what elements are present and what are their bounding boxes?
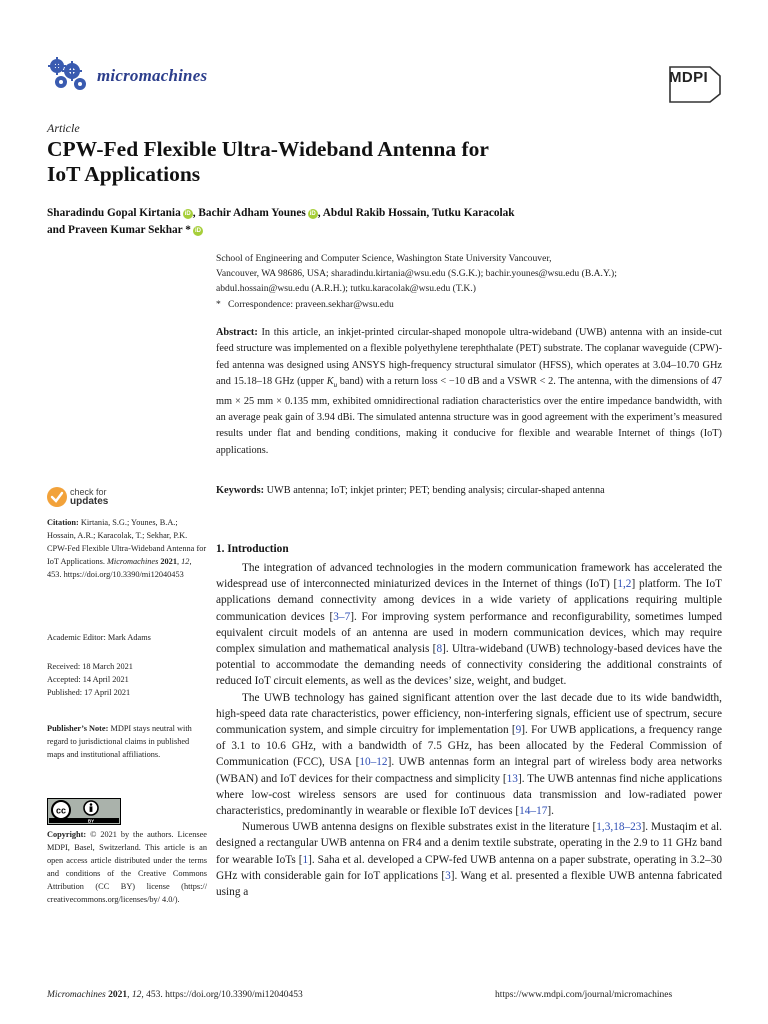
text-run: ]. bbox=[547, 805, 554, 818]
check-for-updates-icon bbox=[46, 486, 68, 508]
note-label: Publisher’s Note: bbox=[47, 724, 109, 733]
abstract-text-cont: band) with a return loss < −10 dB and a VSWR < 2. The antenna, with the dimensions of 47 mm × 25 mm × 0.135 mm, exhibited omnidirectional radiation characteristics over the entire impedance bandwidth, with an average peak gain of 3.94 dBi. The simulated antenna structure was in good agreement with the experiment’s measured results under flat and bending conditions, making it conducive for flexible and wearable Internet of things (IoT) applications. bbox=[216, 376, 722, 456]
note-text: MDPI stays neutral with regard to jurisdictional claims in published maps and institutional affiliations. bbox=[47, 724, 192, 759]
journal-name[interactable]: micromachines bbox=[97, 66, 208, 85]
footer-year: 2021 bbox=[105, 990, 128, 1000]
citation-link[interactable]: 14–17 bbox=[519, 805, 548, 818]
correspondence bbox=[216, 297, 716, 312]
text-run: ]. UWB antennas form an integral part of wireless body area networks (WBAN) and IoT devices for their compactness and simplicity [ bbox=[216, 756, 722, 785]
author-name[interactable]: Sharadindu Gopal Kirtania bbox=[47, 207, 181, 219]
citation-year: 2021 bbox=[158, 556, 177, 566]
affiliation-line: abdul.hossain@wsu.edu (A.R.H.); tutku.karacolak@wsu.edu (T.K.) bbox=[216, 283, 476, 295]
authors-line-1 bbox=[47, 205, 697, 222]
received-date: Received: 18 March 2021 bbox=[47, 662, 133, 671]
citation-link[interactable]: 3 bbox=[445, 869, 451, 882]
footer-journal-url[interactable]: https://www.mdpi.com/journal/micromachines bbox=[495, 990, 673, 1000]
correspondence-text: Correspondence: praveen.sekhar@wsu.edu bbox=[228, 298, 394, 310]
citation-link[interactable]: 1 bbox=[302, 853, 309, 866]
citation-text: Kirtania, S.G.; Younes, B.A.; Hossain, A.R.; Karacolak, T.; Sekhar, P.K. CPW-Fed Flexible Ultra-Wideband Antenna for IoT Applications. bbox=[47, 518, 207, 566]
check-for-updates-line2: updates bbox=[70, 496, 109, 507]
paragraph-1 bbox=[216, 560, 722, 690]
correspondence-star: * bbox=[216, 298, 221, 310]
text-run: ] platform. The IoT applications demand connectivity among devices in a wide variety of applications requiring multiple communication devices [ bbox=[216, 578, 722, 623]
citation-volume: 12 bbox=[181, 556, 190, 566]
ku-subscript: u bbox=[333, 381, 338, 390]
affiliation bbox=[216, 251, 716, 310]
citation-sep: , bbox=[176, 556, 182, 566]
paragraph-2 bbox=[216, 690, 722, 820]
accepted-date: Accepted: 14 April 2021 bbox=[47, 674, 129, 684]
svg-text:cc: cc bbox=[55, 805, 67, 816]
footer-sep: , bbox=[127, 990, 132, 1000]
text-run: ]. The UWB antennas find niche applications where low-cost wireless sensors are used for continuous data transmission and low-radiated power characteristics, predominantly in wearable or flexible IoT devices [ bbox=[216, 772, 722, 818]
publishers-note bbox=[47, 723, 207, 762]
abstract-text: In this article, an inkjet-printed circular-shaped monopole ultra-wideband (UWB) antenna with an inside-cut feed structure was implemented on a flexible polyethylene terephthalate (PET) substrate. The coplanar waveguide (CPW)-fed antenna was designed using ANSYS high-frequency structural simulator (HFSS), which operates at 3.04–10.70 GHz and 15.18–18 GHz (upper bbox=[216, 327, 722, 388]
keywords-text: UWB antenna; IoT; inkjet printer; PET; bending analysis; circular-shaped antenna bbox=[264, 485, 605, 496]
text-run: Numerous UWB antenna designs on flexible substrates exist in the literature [ bbox=[242, 821, 597, 834]
abstract-label: Abstract: bbox=[216, 327, 258, 338]
copyright bbox=[47, 829, 207, 906]
authors-line-2 bbox=[47, 222, 697, 239]
affiliation-line: School of Engineering and Computer Science, Washington State University Vancouver, bbox=[216, 253, 552, 264]
citation-doi[interactable]: , 453. https://doi.org/10.3390/mi12040453 bbox=[47, 556, 192, 579]
orcid-icon[interactable]: iD bbox=[309, 211, 316, 217]
text-run: The integration of advanced technologies in the modern communication framework has accelerated the widespread use of interconnected miniaturized devices in the Internet of things (IoT) [ bbox=[216, 562, 722, 591]
keywords-label: Keywords: bbox=[216, 485, 265, 496]
footer-journal: Micromachines bbox=[47, 990, 106, 1000]
citation-label: Citation: bbox=[47, 518, 79, 527]
author-names[interactable]: and Praveen Kumar Sekhar * bbox=[47, 224, 191, 236]
citation-link[interactable]: 3–7 bbox=[333, 610, 351, 623]
copyright-text: © 2021 by the authors. Licensee MDPI, Basel, Switzerland. This article is an open access article distributed under the terms and conditions of the Creative Commons Attribution (CC BY) license (https:// creativecommons.org/licenses/by/ 4.0/). bbox=[47, 830, 207, 904]
text-run: ]. For improving system performance and reconfigurability, sometimes lumped equivalent circuit models of an antenna are used in modern communication devices, which may require complex simulation and mathematical analysis [ bbox=[216, 610, 723, 656]
citation-link[interactable]: 13 bbox=[506, 772, 518, 785]
introduction-body bbox=[216, 560, 722, 900]
svg-text:BY: BY bbox=[87, 818, 95, 824]
text-run: ]. Mustaqim et al. designed a rectangular UWB antenna on FR4 and a denim textile substrate, operating in the 2.9 to 11 GHz band for wearable IoTs [ bbox=[216, 821, 722, 866]
affiliation-line: Vancouver, WA 98686, USA; sharadindu.kirtania@wsu.edu (S.G.K.); bachir.younes@wsu.edu (B.A.Y.); bbox=[216, 268, 617, 280]
abstract bbox=[216, 325, 722, 459]
published-date: Published: 17 April 2021 bbox=[47, 687, 131, 697]
citation-link[interactable]: 9 bbox=[515, 724, 522, 737]
citation bbox=[47, 517, 207, 582]
citation-link[interactable]: 1,2 bbox=[617, 578, 632, 591]
author-names[interactable]: , Abdul Rakib Hossain, Tutku Karacolak bbox=[317, 207, 515, 219]
article-title bbox=[47, 137, 687, 187]
paragraph-3 bbox=[216, 819, 722, 900]
orcid-icon[interactable]: iD bbox=[194, 228, 201, 234]
text-run: ]. For UWB applications, a frequency range of 3.1 to 10.6 GHz, with a bandwidth of 7.5 GHz, has been allocated by the Federal Commission of Communication (FCC), USA [ bbox=[216, 724, 722, 769]
title-line-1: CPW-Fed Flexible Ultra-Wideband Antenna for bbox=[47, 137, 489, 161]
mdpi-label: MDPI bbox=[669, 69, 709, 86]
ku-symbol: K bbox=[326, 376, 334, 388]
check-for-updates-line1: check for bbox=[70, 487, 107, 497]
footer-citation bbox=[47, 990, 303, 1000]
cc-by-license-icon[interactable] bbox=[47, 798, 121, 825]
title-line-2: IoT Applications bbox=[47, 162, 201, 186]
citation-link[interactable]: 10–12 bbox=[359, 756, 388, 769]
text-run: ]. Saha et al. developed a CPW-fed UWB antenna on a paper substrate, operating in 3.2–30 GHz with considerable gain for IoT applications [ bbox=[216, 853, 722, 882]
orcid-icon[interactable]: iD bbox=[184, 211, 191, 217]
keywords bbox=[216, 485, 722, 496]
author-name[interactable]: , Bachir Adham Younes bbox=[192, 207, 306, 219]
citation-link[interactable]: 1,3,18–23 bbox=[596, 821, 642, 834]
publication-dates bbox=[47, 661, 207, 700]
mdpi-logo[interactable] bbox=[666, 64, 722, 104]
academic-editor: Academic Editor: Mark Adams bbox=[47, 633, 151, 642]
check-for-updates-badge[interactable] bbox=[46, 486, 126, 516]
footer-volume: 12 bbox=[131, 990, 142, 1000]
citation-journal: Micromachines bbox=[107, 556, 159, 566]
text-run: The UWB technology has gained significant attention over the last decade due to its wide bandwidth, high-speed data rate characteristics, power efficiency, non-interfering signals, efficient use of spectrum, secure communication system, and simple circuitry for implementation [ bbox=[216, 691, 722, 737]
copyright-label: Copyright: bbox=[47, 830, 87, 839]
footer-doi[interactable]: , 453. https://doi.org/10.3390/mi12040453 bbox=[141, 990, 303, 1000]
text-run: ]. Ultra-wideband (UWB) technology-based devices have the potential to accommodate the demanding needs of connectivity considering the additional constraints of reduced IoT circuit elements, as well as the devices’ size, weight, and budget. bbox=[216, 643, 722, 688]
micromachines-logo bbox=[45, 54, 91, 94]
article-type: Article bbox=[47, 121, 80, 135]
text-run: ]. Wang et al. presented a flexible UWB antenna fabricated using a bbox=[216, 869, 722, 899]
author-list bbox=[47, 205, 697, 239]
section-heading-introduction: 1. Introduction bbox=[216, 543, 289, 555]
citation-link[interactable]: 8 bbox=[436, 643, 443, 656]
